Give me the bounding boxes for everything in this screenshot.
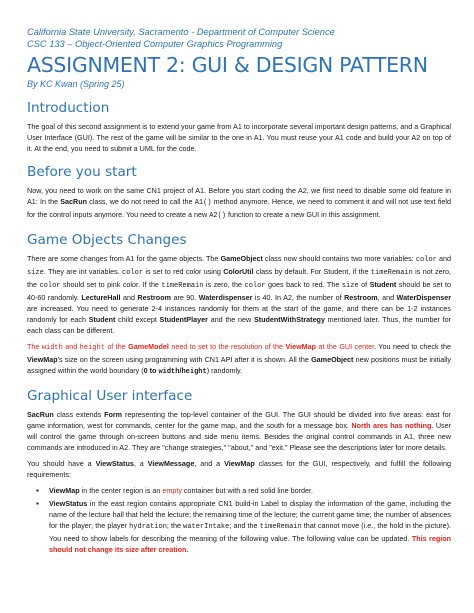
header-course: CSC 133 – Object-Oriented Computer Graphics Programming: [27, 39, 283, 49]
text: The: [27, 342, 42, 351]
code-size: size: [27, 269, 44, 277]
term-lecturehall: LectureHall: [81, 293, 121, 302]
text: is zero, the: [203, 280, 245, 289]
text: of the: [104, 342, 129, 351]
heading-before-you-start: Before you start: [27, 164, 137, 180]
heading-graphical-user-interface: Graphical User interface: [27, 388, 193, 404]
code-color: color: [122, 269, 144, 277]
term-restroom: Restroom: [344, 293, 378, 302]
slash: /: [179, 366, 182, 375]
north-area-note: North ares has nothing: [351, 421, 432, 430]
text: , and a: [194, 459, 225, 468]
heading-game-objects-changes: Game Objects Changes: [27, 232, 187, 248]
text: , and: [377, 293, 397, 302]
changes-paragraph: [27, 253, 451, 336]
before-paragraph: [27, 185, 451, 222]
text: Now, you need to work on the same CN1 project of A1. Before you start coding the A2, we first need to disable some old feature in A1: In the: [27, 186, 451, 206]
text: 's size on the screen using programming with CN1 API after it is shown. All the: [57, 355, 312, 364]
term-gameobject: GameObject: [311, 355, 354, 364]
text: at the GUI center: [316, 342, 375, 351]
text: ) randomly.: [206, 366, 243, 375]
term-viewmessage: ViewMessage: [147, 459, 195, 468]
text: is 40. In A2, the number of: [252, 293, 345, 302]
term-viewmap: ViewMap: [224, 459, 255, 468]
text: goes back to red. The: [265, 280, 342, 289]
term-sacrun: SacRun: [60, 197, 87, 206]
text: should be set to 40-60 randomly.: [27, 280, 451, 302]
page-title: ASSIGNMENT 2: GUI & DESIGN PATTERN: [27, 53, 428, 77]
code-width: width: [41, 344, 63, 352]
text: that cannot move (i.e., the hold in the picture). You need to show labels for describing the meaning of the following value. The following value can be updated.: [49, 521, 451, 543]
text: are 90.: [170, 293, 199, 302]
text: and: [62, 342, 80, 351]
text: , a: [133, 459, 148, 468]
intro-paragraph: The goal of this second assignment is to extend your game from A1 to incorporate several important design patterns, and a Graphical User Interface (GUI). The rest of the game will be similar to the one in A1. You must reuse your A1 code and build your A2 on top of it. At the end, you need to submit a UML for the code.: [27, 122, 451, 153]
header-university: California State University, Sacramento - Department of Computer Science: [27, 27, 335, 37]
resolution-paragraph: [27, 341, 451, 378]
text: classes for the GUI, respectively, and fulfill the following requirements:: [27, 459, 451, 479]
term-viewstatus: ViewStatus: [95, 459, 134, 468]
term-viewstatus: ViewStatus: [49, 499, 88, 508]
code-timeremain: timeRemain: [161, 282, 204, 290]
text: of: [358, 280, 370, 289]
term-student: Student: [369, 280, 397, 289]
text: are increased. You need to generate 2-4 instances randomly for them at the start of the game, and there can be 1-2 instances randomly for each: [27, 304, 451, 324]
text: ; the: [166, 521, 184, 530]
code-color: color: [244, 282, 266, 290]
text: . You need to check the: [374, 342, 451, 351]
text: There are some changes from A1 for the game objects. The: [27, 254, 221, 263]
heading-introduction: Introduction: [27, 100, 110, 116]
term-viewmap: ViewMap: [27, 355, 58, 364]
text: You should have a: [27, 459, 96, 468]
term-studentwithstrategy: StudentWithStrategy: [253, 315, 325, 324]
text: in the center region is an: [79, 486, 163, 495]
boundary-start: 0 to: [143, 366, 159, 375]
term-gamemodel: GameModel: [128, 342, 169, 351]
code-timeremain: timeRemain: [259, 523, 302, 531]
term-empty: empty: [162, 486, 182, 495]
text: class, we do not need to call the: [87, 197, 195, 206]
list-item-viewstatus: [49, 498, 451, 555]
views-paragraph: [27, 458, 451, 480]
text: in the east region contains appropriate CN1 build-in Label to display the information of the game, including the name of the lecture hall that held the lecture; the remaining time of the lecture; the current game time; the number of absences for the player; the player: [49, 499, 451, 530]
text: is set to red color using: [143, 267, 224, 276]
term-studentplayer: StudentPlayer: [159, 315, 208, 324]
term-form: Form: [104, 410, 123, 419]
byline: By KC Kwan (Spring 25): [27, 79, 125, 89]
text: class by default. For Student, if the: [253, 267, 371, 276]
text: . They are int variables.: [43, 267, 123, 276]
text: mentioned later. Thus, the number for each class can be different.: [27, 315, 451, 335]
code-waterintake: waterIntake: [183, 523, 230, 531]
text: container but with a red solid line border.: [181, 486, 313, 495]
text: function to create a new GUI in this assignment.: [226, 210, 381, 219]
term-viewmap: ViewMap: [285, 342, 317, 351]
term-colorutil: ColorUtil: [223, 267, 254, 276]
text: ; and the: [229, 521, 260, 530]
list-item-viewmap: [49, 485, 451, 496]
text: need to set to the resolution of the: [168, 342, 286, 351]
code-width: width: [158, 368, 180, 376]
text: class extends: [53, 410, 105, 419]
text: method anymore. Hence, we need to comment it and will not use text field for the control inputs anymore. You need to create a new: [27, 197, 451, 219]
text: . User will control the game through on-screen buttons and side menu items. Besides the original control commands in A1, three new commands are introduced in A2. They are "change strategies," "about," and "exit." Please see the descriptions later for more details.: [27, 421, 452, 452]
code-a2: A2(): [209, 212, 227, 220]
size-warning: This region should not change its size after creation.: [49, 534, 451, 554]
code-a1: A1(): [194, 199, 212, 207]
text: child except: [115, 315, 160, 324]
text: is not zero, the: [27, 267, 451, 289]
code-height: height: [79, 344, 105, 352]
text: new positions must be initially assigned within the world boundary (: [27, 355, 451, 375]
text: and: [436, 254, 451, 263]
text: and: [120, 293, 138, 302]
term-waterdispenser: WaterDispenser: [396, 293, 452, 302]
term-sacrun: SacRun: [27, 410, 54, 419]
term-viewmap: ViewMap: [49, 486, 80, 495]
code-height: height: [181, 368, 207, 376]
text: should set to pink color. If the: [60, 280, 162, 289]
term-gameobject: GameObject: [220, 254, 263, 263]
text: class now should contains two more variables:: [262, 254, 416, 263]
code-timeremain: timeRemain: [370, 269, 413, 277]
text: representing the top-level container of the GUI. The GUI should be divided into five areas: east for game information, west for commands, center for the game map, and the south for a message box.: [27, 410, 451, 430]
code-size: size: [341, 282, 359, 290]
text: and the new: [207, 315, 254, 324]
term-student: Student: [88, 315, 116, 324]
gui-paragraph: [27, 409, 451, 453]
term-restroom: Restroom: [137, 293, 171, 302]
code-color: color: [415, 256, 437, 264]
code-color: color: [39, 282, 61, 290]
term-waterdispenser: Waterdispenser: [198, 293, 253, 302]
assignment-page: [27, 26, 451, 555]
requirements-list: [27, 485, 451, 555]
code-hydration: hydration: [129, 523, 167, 531]
